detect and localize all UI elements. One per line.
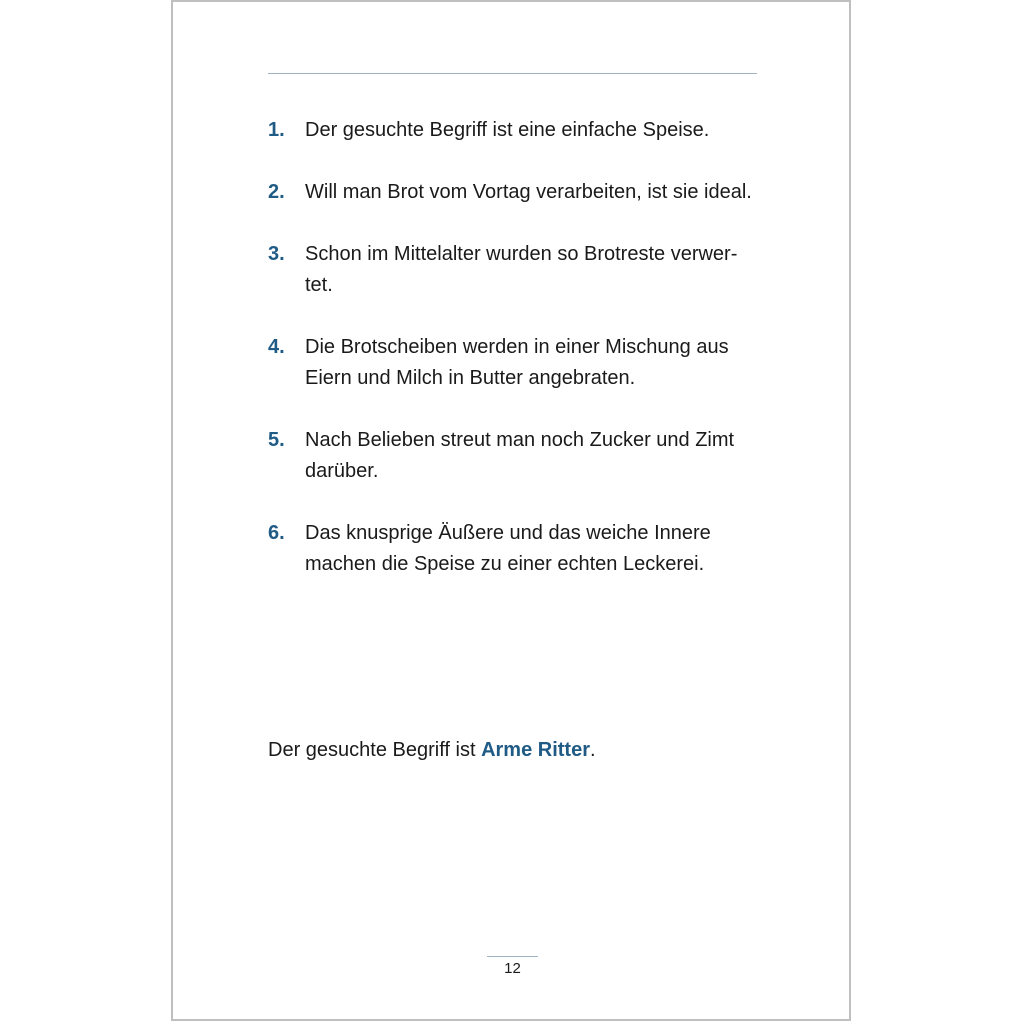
clue-text: Schon im Mittelalter wurden so Brotreste verwer- tet. <box>305 243 738 296</box>
top-divider <box>268 73 757 74</box>
clue-number: 3. <box>268 243 285 265</box>
footer-divider <box>487 956 538 957</box>
clue-item-4 <box>268 332 768 394</box>
clue-number: 2. <box>268 181 285 203</box>
clue-item-3 <box>268 239 768 301</box>
clue-text: Das knusprige Äußere und das weiche Innere machen die Speise zu einer echten Leckerei. <box>305 522 711 575</box>
clue-number: 5. <box>268 429 285 451</box>
answer-prefix: Der gesuchte Begriff ist <box>268 739 482 761</box>
clue-text: Will man Brot vom Vortag verarbeiten, ist sie ideal. <box>305 181 752 203</box>
page-frame <box>171 0 851 1021</box>
clue-item-1 <box>268 115 768 146</box>
clue-item-6 <box>268 518 768 580</box>
clue-number: 4. <box>268 336 285 358</box>
clue-item-2 <box>268 177 768 208</box>
page-number: 12 <box>504 960 521 977</box>
clue-number: 6. <box>268 522 285 544</box>
answer-suffix: . <box>590 739 596 761</box>
answer-line <box>268 735 596 766</box>
clue-item-5 <box>268 425 768 487</box>
answer-term: Arme Ritter <box>481 739 590 761</box>
clue-number: 1. <box>268 119 285 141</box>
clue-text: Die Brotscheiben werden in einer Mischung aus Eiern und Milch in Butter angebraten. <box>305 336 729 389</box>
clue-text: Der gesuchte Begriff ist eine einfache Speise. <box>305 119 710 141</box>
clue-text: Nach Belieben streut man noch Zucker und Zimt darüber. <box>305 429 735 482</box>
